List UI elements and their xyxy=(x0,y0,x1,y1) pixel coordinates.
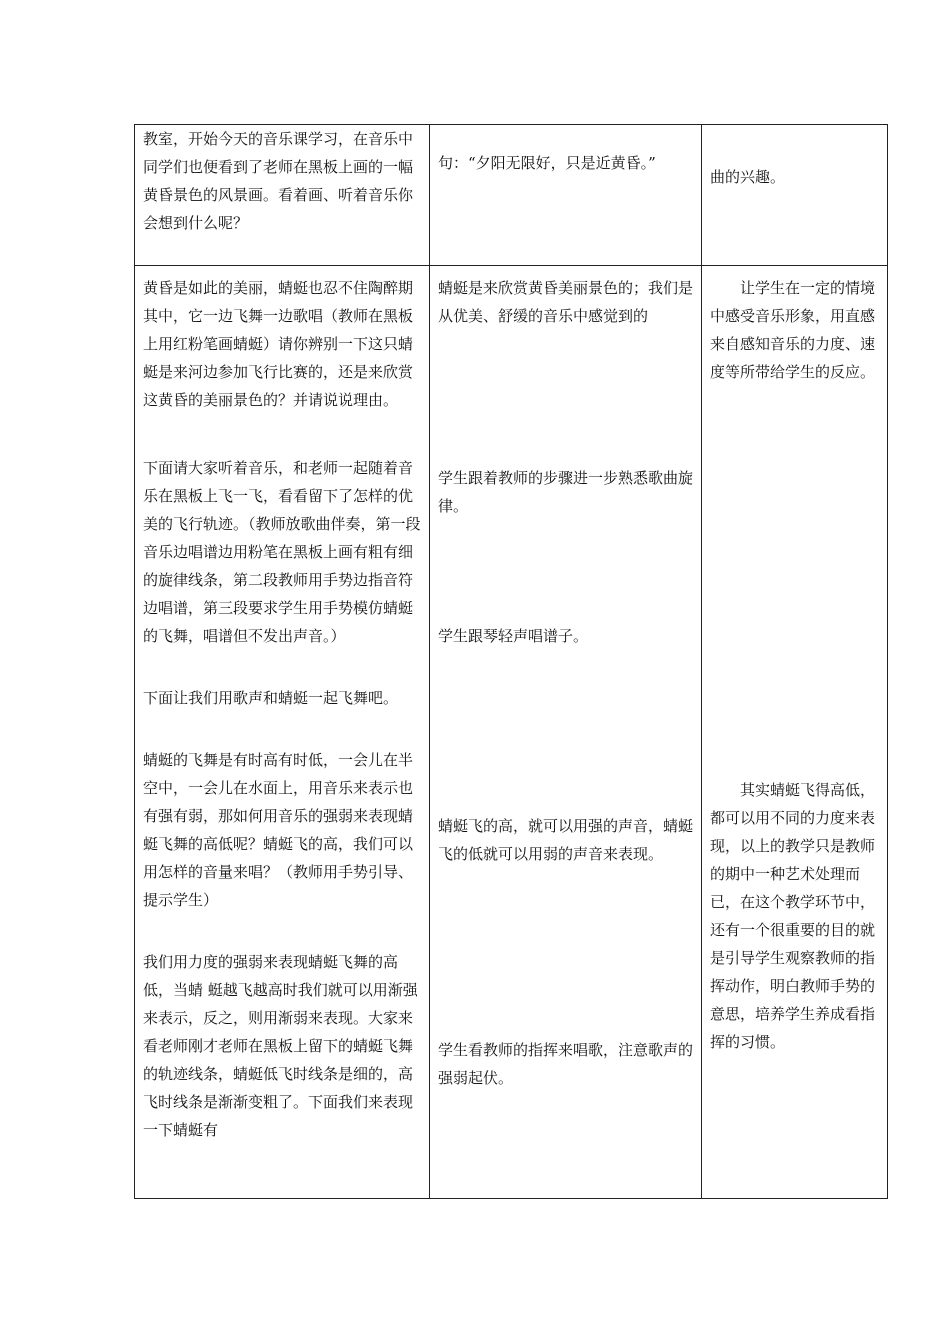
teacher-paragraph-2: 下面请大家听着音乐，和老师一起随着音乐在黑板上飞一飞，看看留下了怎样的优美的飞行轨迹。（教师放歌曲伴奏，第一段音乐边唱谱边用粉笔在黑板上画有粗有细的旋律线条，第二段教师用手势边指音符边唱谱，第三段要求学生用手势模仿蜻蜓的飞舞，唱谱但不发出声音。） xyxy=(143,459,421,645)
teacher-activity-cell xyxy=(135,266,430,1199)
student-paragraph-2: 学生跟着教师的步骤进一步熟悉歌曲旋律。 xyxy=(438,469,694,515)
design-paragraph-2: 其实蜻蜓飞得高低，都可以用不同的力度来表现，以上的教学只是教师的期中一种艺术处理而已，在这个教学环节中，还有一个很重要的目的就是引导学生观察教师的指挥动作，明白教师手势的意思，培养学生养成看指挥的习惯。 xyxy=(710,781,876,1051)
student-paragraph-1: 蜻蜓是来欣赏黄昏美丽景色的；我们是从优美、舒缓的音乐中感觉到的 xyxy=(438,279,694,325)
teacher-paragraph-4: 蜻蜓的飞舞是有时高有时低，一会儿在半空中，一会儿在水面上，用音乐来表示也有强有弱，那如何用音乐的强弱来表现蜻蜓飞舞的高低呢？蜻蜓飞的高，我们可以用怎样的音量来唱？（教师用手势引导、提示学生） xyxy=(143,751,414,909)
lesson-plan-table xyxy=(134,124,888,1199)
teacher-activity-cell xyxy=(135,125,430,266)
design-paragraph-1: 让学生在一定的情境中感受音乐形象，用直感来自感知音乐的力度、速度等所带给学生的反应。 xyxy=(710,279,876,381)
teacher-paragraph-3: 下面让我们用歌声和蜻蜓一起飞舞吧。 xyxy=(143,689,399,707)
student-paragraph-5: 学生看教师的指挥来唱歌，注意歌声的强弱起伏。 xyxy=(438,1041,694,1087)
teacher-activity-text: 教室，开始今天的音乐课学习，在音乐中同学们也便看到了老师在黑板上画的一幅黄昏景色的风景画。看着画、听着音乐你会想到什么呢？ xyxy=(143,130,414,232)
table-row xyxy=(135,125,888,266)
design-intent-cell xyxy=(702,266,888,1199)
student-activity-cell xyxy=(430,266,702,1199)
teacher-paragraph-1: 黄昏是如此的美丽，蜻蜓也忍不住陶醉期其中，它一边飞舞一边歌唱（教师在黑板上用红粉笔画蜻蜓）请你辨别一下这只蜻蜓是来河边参加飞行比赛的，还是来欣赏这黄昏的美丽景色的？并请说说理由。 xyxy=(143,279,414,409)
design-intent-cell xyxy=(702,125,888,266)
student-activity-cell xyxy=(430,125,702,266)
student-paragraph-3: 学生跟琴轻声唱谱子。 xyxy=(438,627,589,645)
table-row xyxy=(135,266,888,1199)
teacher-paragraph-5: 我们用力度的强弱来表现蜻蜓飞舞的高低，当蜻 蜓越飞越高时我们就可以用渐强来表示，反之，则用渐弱来表现。大家来看老师刚才老师在黑板上留下的蜻蜓飞舞的轨迹线条，蜻蜓低飞时线条是细的，高飞时线条是渐渐变粗了。下面我们来表现一下蜻蜓有 xyxy=(143,953,418,1139)
design-intent-text: 曲的兴趣。 xyxy=(710,168,786,186)
student-paragraph-4: 蜻蜓飞的高，就可以用强的声音，蜻蜓飞的低就可以用弱的声音来表现。 xyxy=(438,817,694,863)
student-activity-text: 句：“夕阳无限好，只是近黄昏。” xyxy=(438,154,656,172)
